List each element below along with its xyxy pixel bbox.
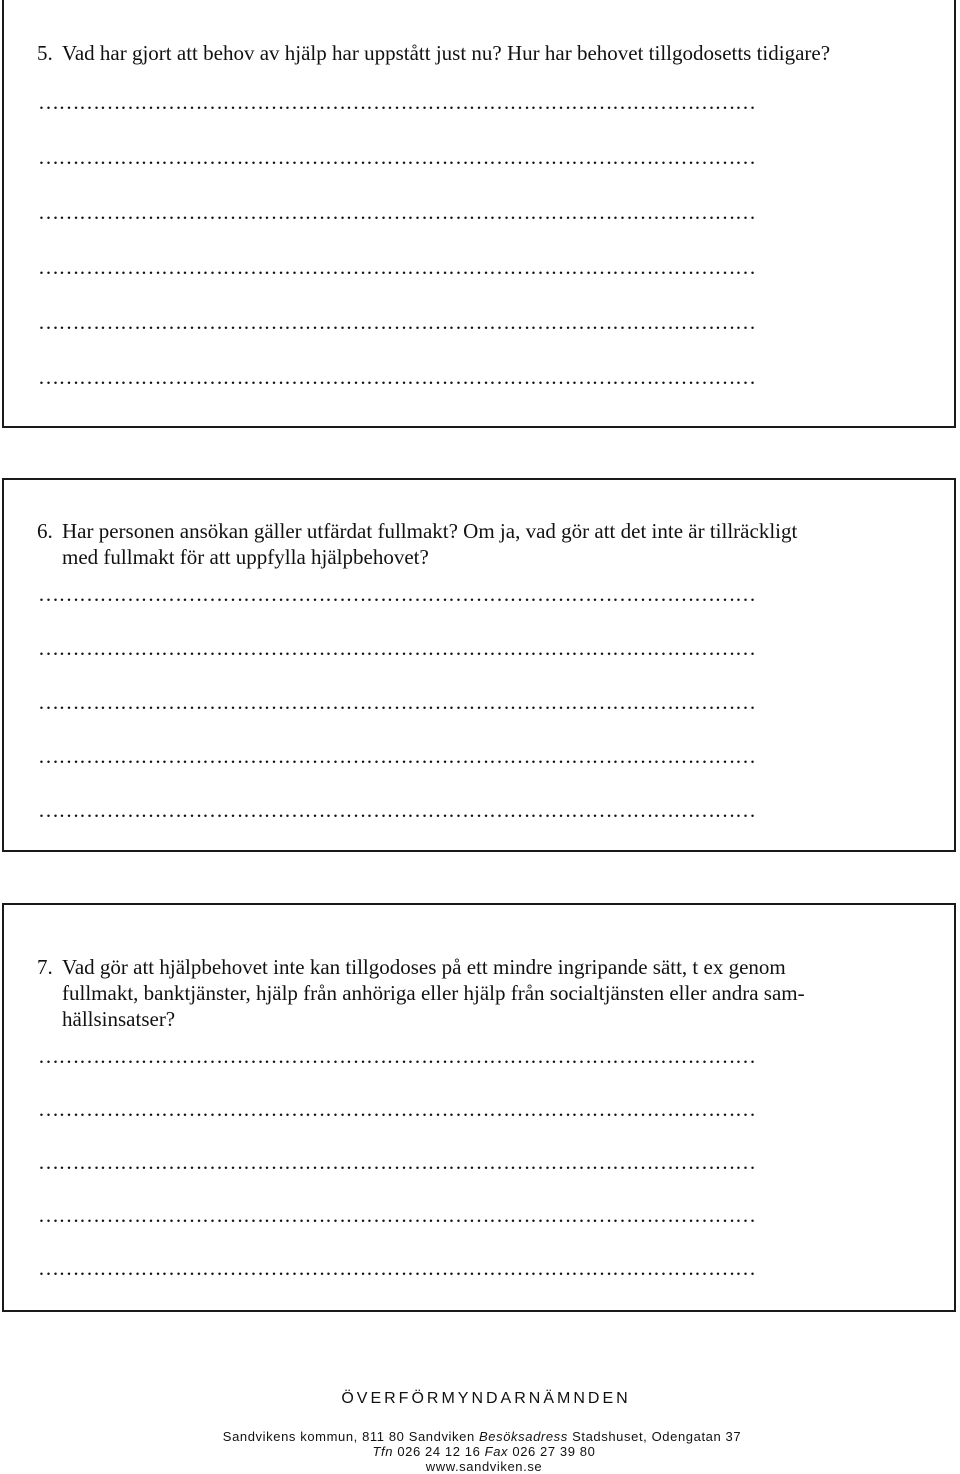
answer-line[interactable]: …………………………………………………………………………………………… xyxy=(38,1044,756,1068)
footer-address: Sandvikens kommun, 811 80 Sandviken Besöksadress Stadshuset, Odengatan 37 xyxy=(222,1429,742,1444)
answer-line[interactable]: …………………………………………………………………………………………… xyxy=(38,365,756,389)
answer-line[interactable]: …………………………………………………………………………………………… xyxy=(38,310,756,334)
answer-line[interactable]: …………………………………………………………………………………………… xyxy=(38,1203,756,1227)
footer-title: ÖVERFÖRMYNDARNÄMNDEN xyxy=(341,1390,631,1407)
answer-line[interactable]: …………………………………………………………………………………………… xyxy=(38,636,756,660)
answer-line[interactable]: …………………………………………………………………………………………… xyxy=(38,255,756,279)
answer-line[interactable]: …………………………………………………………………………………………… xyxy=(38,798,756,822)
footer-phone: Tfn 026 24 12 16 Fax 026 27 39 80 xyxy=(372,1444,596,1459)
answer-line[interactable]: …………………………………………………………………………………………… xyxy=(38,200,756,224)
question-6-text: 6. Har personen ansökan gäller utfärdat fullmakt? Om ja, vad gör att det inte är tillräckligt med fullmakt för att uppfylla hjälpbehovet? xyxy=(37,519,798,569)
answer-line[interactable]: …………………………………………………………………………………………… xyxy=(38,90,756,114)
answer-line[interactable]: …………………………………………………………………………………………… xyxy=(38,1097,756,1121)
answer-line[interactable]: …………………………………………………………………………………………… xyxy=(38,145,756,169)
answer-line[interactable]: …………………………………………………………………………………………… xyxy=(38,1150,756,1174)
answer-line[interactable]: …………………………………………………………………………………………… xyxy=(38,690,756,714)
question-5-text: 5. Vad har gjort att behov av hjälp har uppstått just nu? Hur har behovet tillgodosetts tidigare? xyxy=(37,41,831,65)
question-7-text: 7. Vad gör att hjälpbehovet inte kan tillgodoses på ett mindre ingripande sätt, t ex genom fullmakt, banktjänster, hjälp från anhöriga eller hjälp från socialtjänsten eller andra sam- hällsinsatser? xyxy=(37,955,805,1031)
answer-line[interactable]: …………………………………………………………………………………………… xyxy=(38,744,756,768)
answer-line[interactable]: …………………………………………………………………………………………… xyxy=(38,582,756,606)
answer-line[interactable]: …………………………………………………………………………………………… xyxy=(38,1256,756,1280)
footer-website[interactable]: www.sandviken.se xyxy=(425,1459,543,1474)
